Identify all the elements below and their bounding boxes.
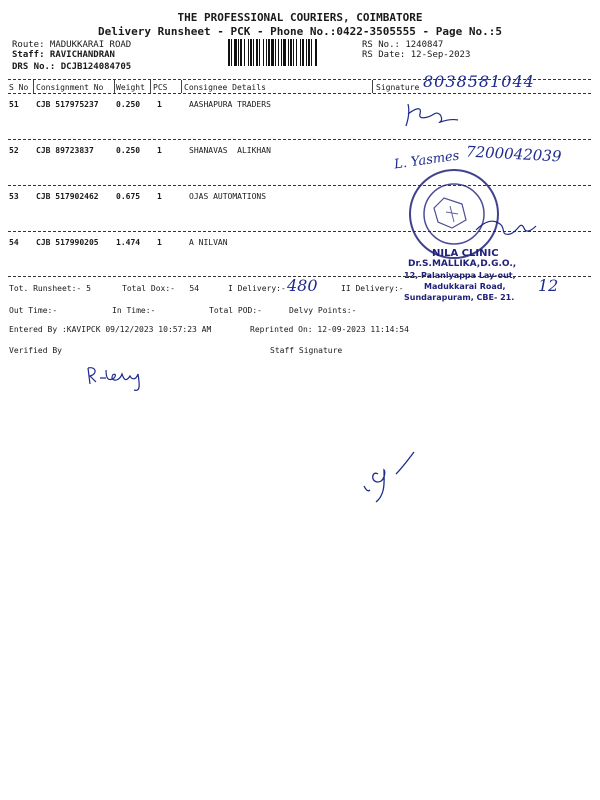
total-pod: Total POD:- (209, 306, 262, 315)
barcode-bar (288, 39, 289, 66)
barcode-bar (296, 39, 297, 66)
barcode-bar (248, 39, 249, 66)
barcode-bar (315, 39, 317, 66)
barcode-bar (238, 39, 239, 66)
row-54-sno: 54 (9, 238, 19, 247)
row-54-weight: 1.474 (116, 238, 141, 247)
barcode-graphic (228, 39, 356, 66)
col-weight: Weight (116, 83, 145, 92)
barcode-bar (306, 39, 307, 66)
tot-runsheet: Tot. Runsheet:- 5 (9, 284, 91, 293)
barcode-bar (281, 39, 282, 66)
rs-date: RS Date: 12-Sep-2023 (362, 50, 471, 60)
row-53-pcs: 1 (157, 192, 162, 201)
header-bottom-rule (8, 93, 591, 94)
col-divider (114, 80, 115, 93)
col-divider (150, 80, 151, 93)
barcode-bar (275, 39, 276, 66)
handwritten-phone: 8038581044 (423, 72, 535, 91)
i-delivery: I Delivery:- (228, 284, 286, 293)
row-52-consignment: CJB 89723837 (36, 146, 94, 155)
col-consignment: Consignment No (36, 83, 104, 92)
signature-row-51 (400, 100, 470, 130)
barcode-bar (302, 39, 304, 66)
stamp-line-3: 12, Palaniyappa Lay-out, (404, 271, 516, 280)
row-51-weight: 0.250 (116, 100, 141, 109)
col-consignee: Consignee Details (184, 83, 266, 92)
ii-delivery: II Delivery:- (341, 284, 404, 293)
barcode-bar (308, 39, 310, 66)
verified-by-label: Verified By (9, 346, 62, 355)
in-time: In Time:- (112, 306, 156, 315)
barcode-bar (250, 39, 252, 66)
runsheet-subtitle: Delivery Runsheet - PCK - Phone No.:0422-3505555 - Page No.:5 (98, 25, 502, 38)
col-divider (181, 80, 182, 93)
stamp-line-5: Sundarapuram, CBE- 21. (404, 293, 515, 302)
col-divider (372, 80, 373, 93)
barcode-bar (253, 39, 254, 66)
barcode-bar (240, 39, 242, 66)
stamp-line-2: Dr.S.MALLIKA,D.G.O., (408, 259, 517, 269)
row-53-consignee: OJAS AUTOMATIONS (189, 192, 267, 201)
barcode-bar (293, 39, 294, 66)
barcode-bar (234, 39, 237, 66)
out-time: Out Time:- (9, 306, 58, 315)
staff-label: Staff: RAVICHANDRAN (12, 50, 115, 60)
barcode-bar (290, 39, 292, 66)
barcode-bar (266, 39, 267, 66)
col-divider (33, 80, 34, 93)
row-53-sno: 53 (9, 192, 19, 201)
drs-number: DRS No.: DCJB124084705 (12, 62, 132, 72)
barcode-bar (263, 39, 264, 66)
barcode-bar (268, 39, 270, 66)
barcode-bar (231, 39, 232, 66)
total-dox: Total Dox:- 54 (122, 284, 200, 293)
barcode-bar (278, 39, 279, 66)
row-53-consignment: CJB 517902462 (36, 192, 99, 201)
entered-by: Entered By :KAVIPCK 09/12/2023 10:57:23 AM (9, 325, 212, 334)
barcode-bar (228, 39, 230, 66)
barcode-bar (283, 39, 286, 66)
barcode (228, 39, 356, 66)
row-54-consignment: CJB 517990205 (36, 238, 99, 247)
row-51-consignee: AASHAPURA TRADERS (189, 100, 271, 109)
handwritten-ii-delivery: 12 (538, 276, 559, 295)
handwritten-name: L. Yasmes (393, 148, 461, 173)
reprinted-on: Reprinted On: 12-09-2023 11:14:54 (250, 325, 409, 334)
col-sno: S No (9, 83, 29, 92)
row-51-consignment: CJB 517975237 (36, 100, 99, 109)
row-51-sno: 51 (9, 100, 19, 109)
route-label: Route: MADUKKARAI ROAD (12, 40, 132, 50)
signature-verified (84, 362, 174, 392)
handwritten-phone-2: 7200042039 (465, 142, 562, 166)
barcode-bar (244, 39, 245, 66)
col-signature: Signature (376, 83, 420, 92)
row-54-pcs: 1 (157, 238, 162, 247)
stamp-line-4: Madukkarai Road, (424, 282, 506, 291)
barcode-bar (311, 39, 312, 66)
delvy-points: Delvy Points:- (289, 306, 357, 315)
handwritten-i-delivery: 480 (287, 276, 318, 295)
row-52-consignee: SHANAVAS ALIKHAN (189, 146, 271, 155)
row-51-rule (8, 139, 591, 140)
barcode-bar (271, 39, 274, 66)
col-pcs: PCS (153, 83, 168, 92)
row-53-weight: 0.675 (116, 192, 141, 201)
barcode-bar (256, 39, 258, 66)
barcode-bar (300, 39, 301, 66)
signature-staff (356, 446, 446, 506)
barcode-bar (259, 39, 260, 66)
company-title: THE PROFESSIONAL COURIERS, COIMBATORE (177, 11, 423, 24)
row-52-pcs: 1 (157, 146, 162, 155)
rs-number: RS No.: 1240847 (362, 40, 444, 50)
row-54-consignee: A NILVAN (189, 238, 228, 247)
row-52-sno: 52 (9, 146, 19, 155)
row-52-weight: 0.250 (116, 146, 141, 155)
staff-signature-label: Staff Signature (270, 346, 343, 355)
stamp-line-1: NILA CLINIC (432, 248, 499, 259)
row-51-pcs: 1 (157, 100, 162, 109)
